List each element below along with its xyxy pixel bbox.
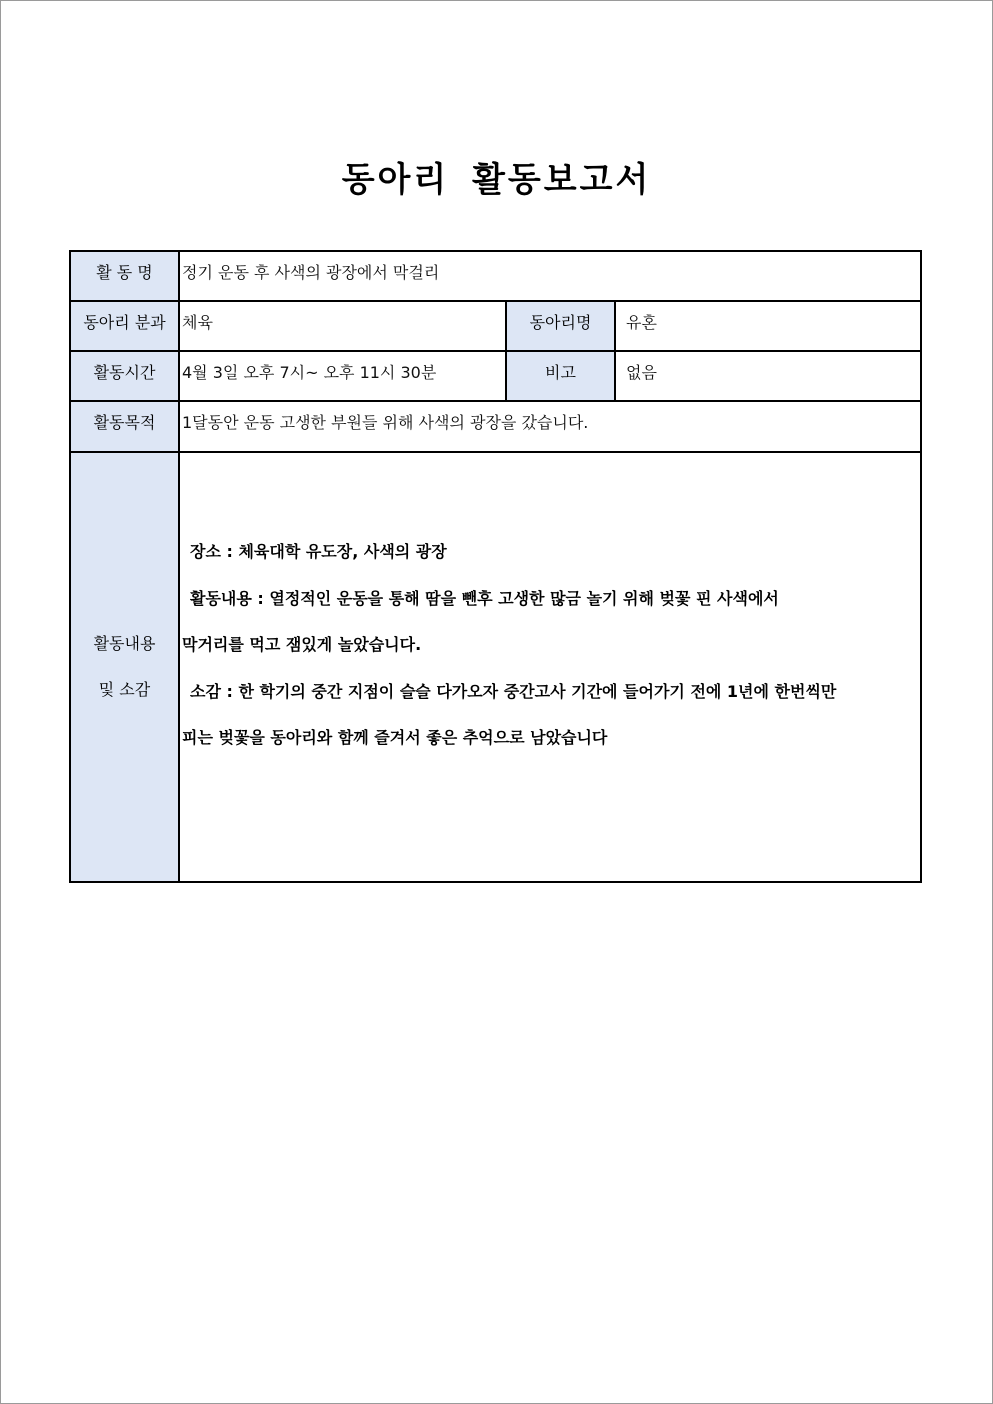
document-title: 동아리 활동보고서 <box>341 160 652 200</box>
content-label <box>70 452 179 882</box>
remarks-value: 없음 <box>615 351 921 401</box>
content-label-line1: 활동내용 <box>93 634 156 653</box>
club-name-value: 유혼 <box>615 301 921 351</box>
club-category-label: 동아리 분과 <box>70 301 179 351</box>
club-category-value: 체육 <box>179 301 506 351</box>
content-line-impression: 소감 : 한 학기의 중간 지점이 슬슬 다가오자 중간고사 기간에 들어가기 전에 1년에 한번씩만 <box>190 681 837 701</box>
content-value <box>179 452 921 882</box>
table-row-time <box>70 351 921 401</box>
content-line-impression-cont: 피는 벚꽃을 동아리와 함께 즐겨서 좋은 추억으로 남았습니다 <box>182 728 608 747</box>
purpose-value: 1달동안 운동 고생한 부원들 위해 사색의 광장을 갔습니다. <box>179 401 921 452</box>
purpose-label: 활동목적 <box>70 401 179 452</box>
content-label-line2: 및 소감 <box>98 680 151 699</box>
table-row-club <box>70 301 921 351</box>
remarks-label: 비고 <box>506 351 615 401</box>
content-line-location: 장소 : 체육대학 유도장, 사색의 광장 <box>190 542 447 561</box>
table-row-content <box>70 452 921 882</box>
activity-name-label: 활 동 명 <box>70 251 179 301</box>
table-row-activity-name <box>70 251 921 301</box>
club-name-label: 동아리명 <box>506 301 615 351</box>
activity-time-label: 활동시간 <box>70 351 179 401</box>
activity-time-value: 4월 3일 오후 7시~ 오후 11시 30분 <box>179 351 506 401</box>
activity-report-table <box>69 250 922 883</box>
table-row-purpose <box>70 401 921 452</box>
activity-name-value: 정기 운동 후 사색의 광장에서 막걸리 <box>179 251 921 301</box>
content-line-activity: 활동내용 : 열정적인 운동을 통해 땀을 뺀후 고생한 많금 놀기 위해 벚꽃 핀 사색에서 <box>190 588 779 608</box>
content-line-activity-cont: 막거리를 먹고 잼있게 놀았습니다. <box>182 635 422 654</box>
